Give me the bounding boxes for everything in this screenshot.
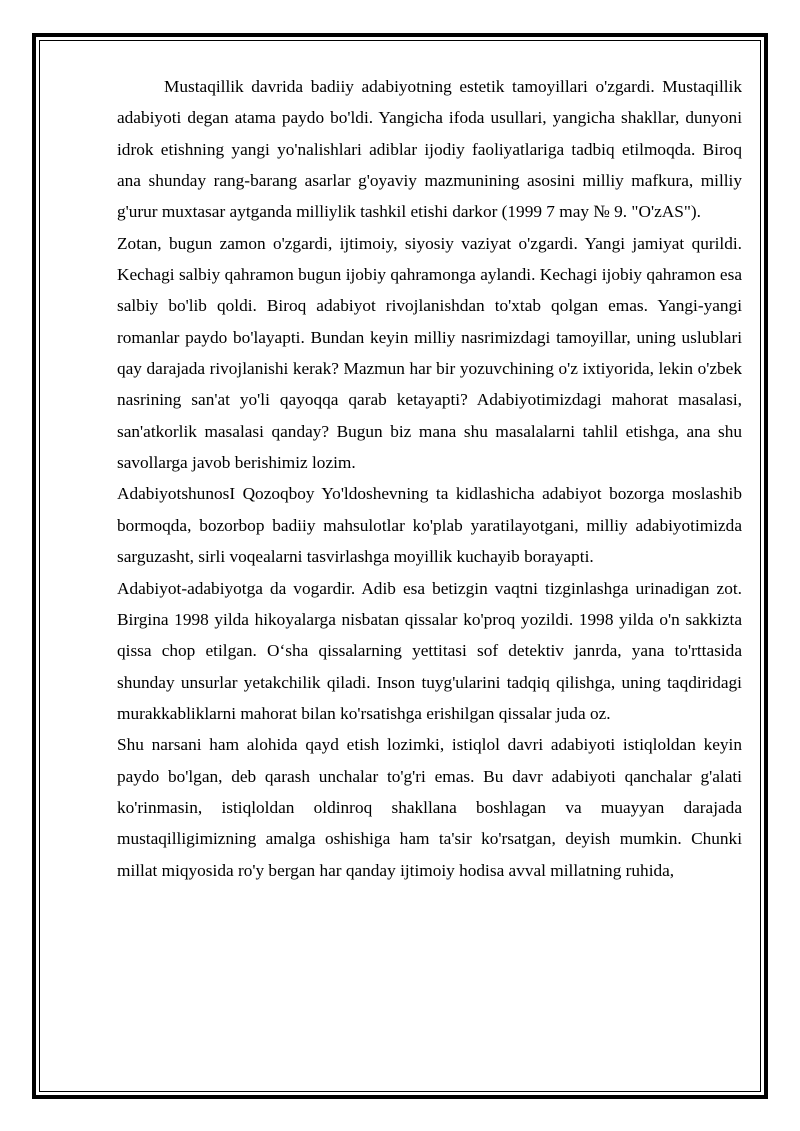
paragraph-3: AdabiyotshunosI Qozoqboy Yo'ldoshevning ta kidlashicha adabiyot bozorga moslashib bormoqda, bozorbop badiiy mahsulotlar ko'plab yaratilayotgani, milliy adabiyotimizda sarguzasht, sirli voqealarni tasvirlashga moyillik kuchayib borayapti. — [117, 484, 742, 567]
paragraph-5: Shu narsani ham alohida qayd etish lozimki, istiqlol davri adabiyoti istiqloldan keyin paydo bo'lgan, deb qarash unchalar to'g'ri emas. Bu davr adabiyoti qanchalar g'alati ko'rinmasin, istiqloldan oldinroq shakllana boshlagan va muayyan darajada mustaqilligimizning amalga oshishiga ham ta'sir ko'rsatgan, deyish mumkin. Chunki millat miqyosida ro'y bergan har qanday ijtimoiy hodisa avval millatning ruhida, — [117, 735, 742, 880]
paragraph-2: Zotan, bugun zamon o'zgardi, ijtimoiy, siyosiy vaziyat o'zgardi. Yangi jamiyat qurildi. Kechagi salbiy qahramon bugun ijobiy qahramonga aylandi. Kechagi ijobiy qahramon esa salbiy bo'lib qoldi. Biroq adabiyot rivojlanishdan to'xtab qolgan emas. Yangi-yangi romanlar paydo bo'layapti. Bundan keyin milliy nasrimizdagi tamoyillar, uning uslublari qay darajada rivojlanishi kerak? Mazmun har bir yozuvchining o'z ixtiyorida, lekin o'zbek nasrining san'at yo'li qayoqqa qarab ketayapti? Adabiyotimizdagi mahorat masalasi, san'atkorlik masalasi qanday? Bugun biz mana shu masalalarni tahlil etishga, ana shu savollarga javob berishimiz lozim. — [117, 233, 742, 473]
paragraph-4: Adabiyot-adabiyotga da vogardir. Adib esa betizgin vaqtni tizginlashga urinadigan zot. Birgina 1998 yilda hikoyalarga nisbatan qissalar ko'proq yozildi. 1998 yilda o'n sakkizta qissa chop etilgan. O‘sha qissalarning yettitasi sof detektiv janrda, yana to'rttasida shunday unsurlar yetakchilik qiladi. Inson tuyg'ularini tadqiq qilishga, uning taqdiridagi murakkabliklarni mahorat bilan ko'rsatishga erishilgan qissalar juda oz. — [117, 578, 742, 723]
paragraph-1: Mustaqillik davrida badiiy adabiyotning estetik tamoyillari o'zgardi. Mustaqillik adabiyoti degan atama paydo bo'ldi. Yangicha ifoda usullari, yangicha shakllar, dunyoni idrok etishning yangi yo'nalishlari adiblar ijodiy faoliyatlariga tadbiq etilmoqda. Biroq ana shunday rang-barang asarlar g'oyaviy mazmunining asosini milliy mafkura, milliy g'urur muxtasar aytganda milliylik tashkil etishi darkor (1999 7 may № 9. "O'zAS"). — [117, 77, 742, 222]
document-body — [117, 71, 742, 886]
